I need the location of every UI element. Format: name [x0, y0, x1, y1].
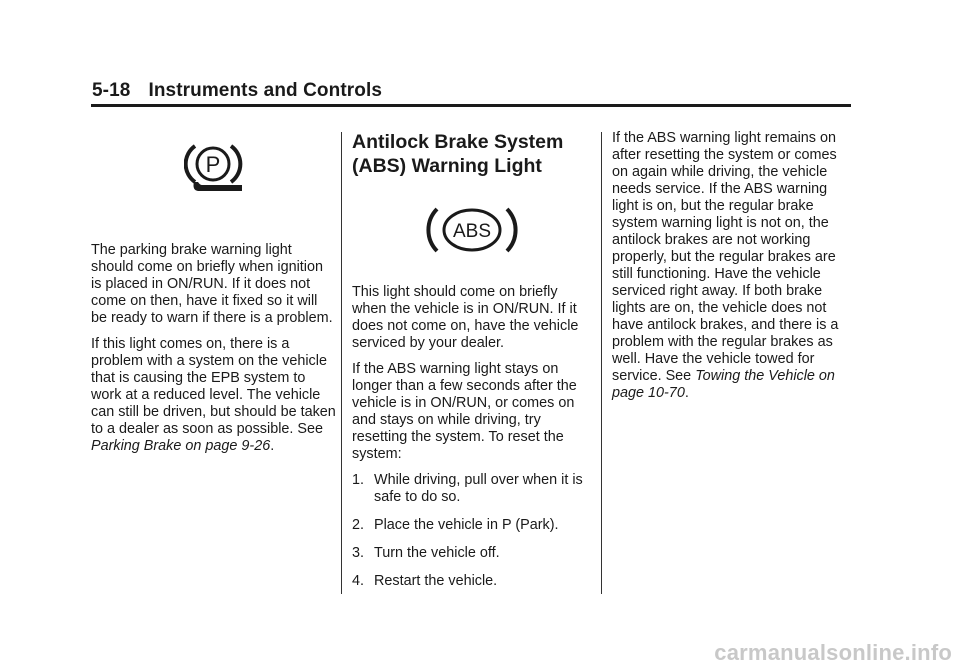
parking-brake-warning-icon	[91, 142, 336, 198]
parking-brake-paragraph-2: If this light comes on, there is a problem with a system on the vehicle that is causing the EPB system to work at a reduced level. The vehicle can still be driven, but should be taken to a dealer as soon as possible. See Parking Brake on page 9-26.	[91, 336, 336, 454]
column-1	[91, 130, 336, 464]
reset-steps-list	[352, 472, 592, 590]
list-item: 4. Restart the vehicle.	[352, 573, 498, 589]
page-number: 5-18	[92, 80, 131, 101]
list-item: 1. While driving, pull over when it is safe to do so.	[352, 472, 583, 505]
column-3	[612, 130, 852, 411]
abs-section-heading: Antilock Brake System (ABS) Warning Light	[352, 131, 564, 177]
list-item: 3. Turn the vehicle off.	[352, 545, 500, 561]
site-watermark: carmanualsonline.info	[714, 640, 952, 665]
column-divider	[341, 132, 342, 594]
abs-paragraph-3: If the ABS warning light remains on after resetting the system or comes on again while driving, the vehicle needs service. If the ABS warning light is on, but the regular brake system warning light is not on, the antilock brakes are not working properly, but the regular brakes are still functioning. Have the vehicle serviced right away. If both brake lights are on, the vehicle does not have antilock brakes, and there is a problem with the regular brakes as well. Have the vehicle towed for service. See Towing the Vehicle on page 10-70.	[612, 130, 839, 401]
towing-reference: Towing the Vehicle on page 10-70	[612, 368, 835, 401]
parking-brake-paragraph-1: The parking brake warning light should come on briefly when ignition is placed in ON/RUN. If it does not come on then, have it fixed so it will be ready to warn if there is a problem.	[91, 242, 333, 326]
parking-brake-letter: P	[205, 152, 220, 177]
header-rule	[91, 104, 851, 107]
list-item: 2. Place the vehicle in P (Park).	[352, 517, 559, 533]
column-divider	[601, 132, 602, 594]
abs-paragraph-1: This light should come on briefly when the vehicle is in ON/RUN. If it does not come on, have the vehicle serviced by your dealer.	[352, 284, 579, 351]
column-2	[352, 130, 592, 601]
abs-icon-label: ABS	[452, 221, 492, 242]
page-header	[92, 80, 382, 102]
parking-brake-reference: Parking Brake on page 9-26	[91, 438, 271, 454]
abs-warning-icon	[352, 206, 592, 254]
section-title: Instruments and Controls	[148, 80, 383, 101]
abs-paragraph-2: If the ABS warning light stays on longer than a few seconds after the vehicle is in ON/RUN, or comes on and stays on while driving, try resetting the system. To reset the system:	[352, 361, 577, 462]
